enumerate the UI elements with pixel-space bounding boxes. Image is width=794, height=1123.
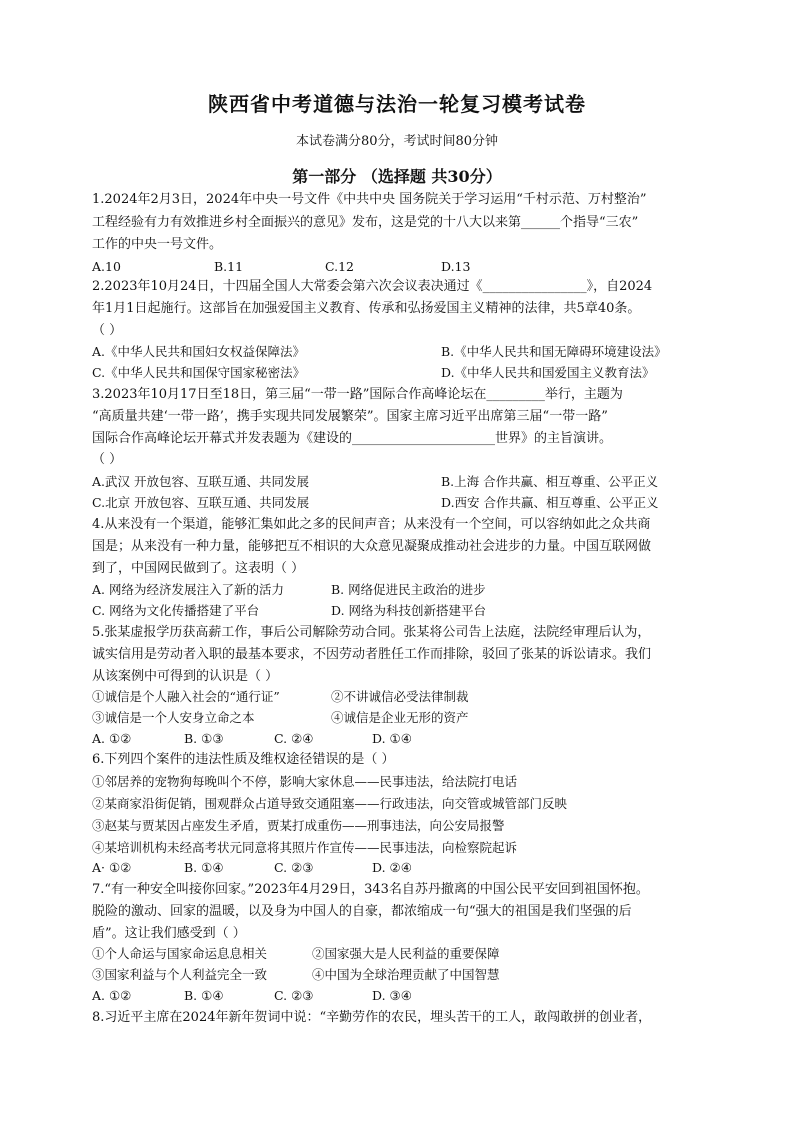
q5-item-1: ①诚信是个人融入社会的“通行证” bbox=[92, 689, 280, 704]
q2-line-3: （ ） bbox=[92, 323, 123, 338]
q6-line-1: 6.下列四个案件的违法性质及维权途径错误的是（ ） bbox=[92, 752, 395, 767]
q6-option-b: B. ①④ bbox=[184, 860, 224, 875]
q5-item-3: ③诚信是一个人安身立命之本 bbox=[92, 710, 255, 725]
exam-title: 陕西省中考道德与法治一轮复习模考试卷 bbox=[208, 92, 586, 116]
q7-line-3: 盾”。这让我们感受到（ ） bbox=[92, 926, 246, 941]
q6-item-3: ③赵某与贾某因占座发生矛盾，贾某打成重伤——刑事违法，向公安局报警 bbox=[92, 818, 505, 833]
q7-option-b: B. ①④ bbox=[184, 988, 224, 1003]
q7-option-c: C. ②③ bbox=[274, 988, 314, 1003]
q4-option-c: C. 网络为文化传播搭建了平台 bbox=[92, 603, 260, 618]
q5-option-d: D. ①④ bbox=[372, 731, 412, 746]
q4-line-3: 到了，中国网民做到了。这表明（ ） bbox=[92, 561, 305, 576]
q5-option-b: B. ①③ bbox=[184, 731, 224, 746]
q2-line-2: 年1月1日起施行。这部旨在加强爱国主义教育、传承和弘扬爱国主义精神的法律，共5章40条。 bbox=[92, 301, 641, 316]
q3-option-d: D.西安 合作共赢、相互尊重、公平正义 bbox=[441, 495, 659, 510]
q2-option-a: A.《中华人民共和国妇女权益保障法》 bbox=[92, 344, 306, 359]
q1-option-d: D.13 bbox=[441, 259, 471, 274]
q6-option-d: D. ②④ bbox=[372, 860, 412, 875]
q4-line-1: 4.从来没有一个渠道，能够汇集如此之多的民间声音；从来没有一个空间，可以容纳如此之众共商 bbox=[92, 517, 651, 532]
q1-option-b: B.11 bbox=[214, 259, 244, 274]
q7-item-3: ③国家利益与个人利益完全一致 bbox=[92, 967, 268, 982]
q5-line-2: 诚实信用是劳动者入职的最基本要求，不因劳动者胜任工作而排除，驳回了张某的诉讼请求。我们 bbox=[92, 647, 652, 662]
q3-option-a: A.武汉 开放包容、互联互通、共同发展 bbox=[92, 474, 309, 489]
q8-line-1: 8.习近平主席在2024年新年贺词中说：“辛勤劳作的农民，埋头苦干的工人，敢闯敢拼的创业者， bbox=[92, 1010, 652, 1025]
q5-option-a: A. ①② bbox=[92, 731, 132, 746]
q7-line-2: 脱险的激动、回家的温暖，以及身为中国人的自豪，都浓缩成一句“强大的祖国是我们坚强的后 bbox=[92, 904, 632, 919]
q3-option-b: B.上海 合作共赢、相互尊重、公平正义 bbox=[441, 474, 659, 489]
q6-option-a: A· ①② bbox=[92, 860, 132, 875]
q5-line-3: 从该案例中可得到的认识是（ ） bbox=[92, 669, 279, 684]
q3-line-2: “高质量共建‘一带一路’，携手实现共同发展繁荣”。国家主席习近平出席第三届“一带一路” bbox=[92, 409, 608, 424]
q6-item-2: ②某商家沿街促销，围观群众占道导致交通阻塞——行政违法，向交管或城管部门反映 bbox=[92, 796, 568, 811]
q7-line-1: 7.“有一种安全叫接你回家。”2023年4月29日，343名自苏丹撤离的中国公民平安回到祖国怀抱。 bbox=[92, 882, 649, 897]
q5-line-1: 5.张某虚报学历获高薪工作，事后公司解除劳动合同。张某将公司告上法庭，法院经审理后认为， bbox=[92, 625, 651, 640]
q5-option-c: C. ②④ bbox=[274, 731, 314, 746]
q1-option-a: A.10 bbox=[92, 259, 121, 274]
q4-line-2: 国是；从来没有一种力量，能够把互不相识的大众意见凝聚成推动社会进步的力量。中国互联网做 bbox=[92, 539, 652, 554]
q2-line-1: 2.2023年10月24日，十四届全国人大常委会第六次会议表决通过《________________》，自2024 bbox=[92, 279, 653, 294]
q6-item-4: ④某培训机构未经高考状元同意将其照片作宣传——民事违法，向检察院起诉 bbox=[92, 840, 518, 855]
q1-line-1: 1.2024年2月3日，2024年中央一号文件《中共中央 国务院关于学习运用“千村示范、万村整治” bbox=[92, 192, 647, 207]
q5-item-2: ②不讲诚信必受法律制裁 bbox=[331, 689, 469, 704]
q2-option-c: C.《中华人民共和国保守国家秘密法》 bbox=[92, 365, 306, 380]
q7-item-4: ④中国为全球治理贡献了中国智慧 bbox=[312, 967, 500, 982]
q7-item-2: ②国家强大是人民利益的重要保障 bbox=[312, 946, 500, 961]
q4-option-d: D. 网络为科技创新搭建平台 bbox=[331, 603, 487, 618]
q2-option-d: D.《中华人民共和国爱国主义教育法》 bbox=[441, 365, 655, 380]
q6-option-c: C. ②③ bbox=[274, 860, 314, 875]
q2-option-b: B.《中华人民共和国无障碍环境建设法》 bbox=[441, 344, 667, 359]
q7-option-a: A. ①② bbox=[92, 988, 132, 1003]
exam-subtitle: 本试卷满分80分，考试时间80分钟 bbox=[295, 134, 499, 149]
q1-line-2: 工程经验有力有效推进乡村全面振兴的意见》发布，这是党的十八大以来第______个指导“三农” bbox=[92, 215, 639, 230]
q7-item-1: ①个人命运与国家命运息息相关 bbox=[92, 946, 268, 961]
q1-option-c: C.12 bbox=[325, 259, 354, 274]
q4-option-a: A. 网络为经济发展注入了新的活力 bbox=[92, 582, 284, 597]
q3-option-c: C.北京 开放包容、互联互通、共同发展 bbox=[92, 495, 310, 510]
q5-item-4: ④诚信是企业无形的资产 bbox=[331, 710, 469, 725]
q7-option-d: D. ③④ bbox=[372, 988, 412, 1003]
q6-item-1: ①邻居养的宠物狗每晚叫个不停，影响大家休息——民事违法，给法院打电话 bbox=[92, 774, 518, 789]
q3-line-1: 3.2023年10月17日至18日，第三届“一带一路”国际合作高峰论坛在_________举行，主题为 bbox=[92, 387, 623, 402]
q1-line-3: 工作的中央一号文件。 bbox=[92, 237, 223, 252]
q4-option-b: B. 网络促进民主政治的进步 bbox=[331, 582, 486, 597]
q3-line-3: 国际合作高峰论坛开幕式并发表题为《建设的______________________世界》的主旨演讲。 bbox=[92, 431, 613, 446]
q3-line-4: （ ） bbox=[92, 452, 123, 467]
section-heading: 第一部分 （选择题 共30分） bbox=[292, 167, 502, 186]
